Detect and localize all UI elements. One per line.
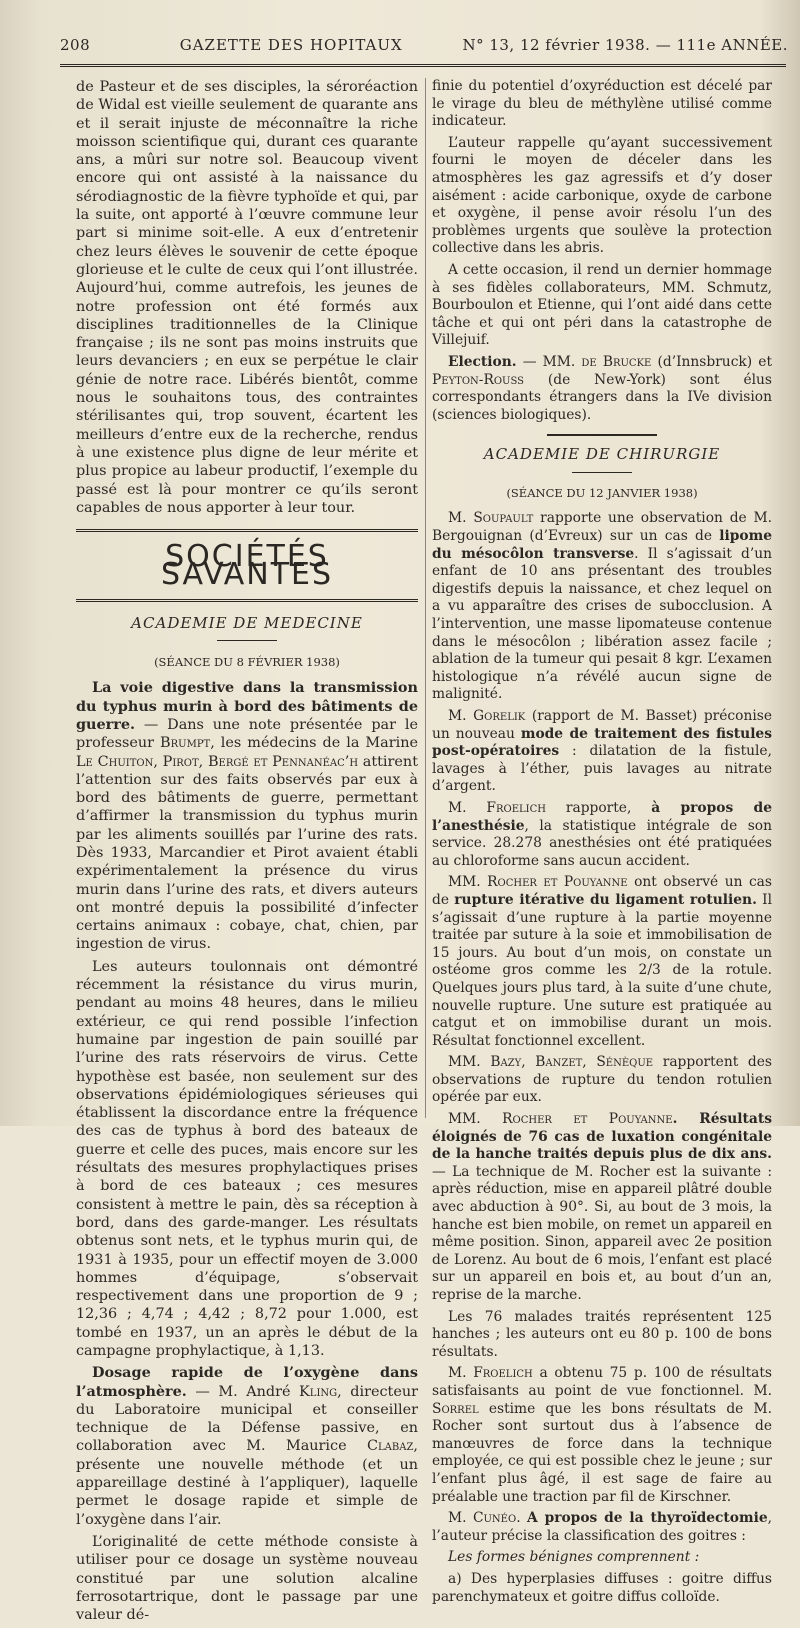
text-run: (d’Innsbruck) et <box>651 353 772 370</box>
text-run: — MM. <box>516 353 582 370</box>
author-name: de Brucke <box>581 353 652 370</box>
header-rule <box>60 64 786 67</box>
article-paragraph: L’auteur rappelle qu’ayant successivement fourni le moyen de déceler dans les atmosphères les gaz agressifs et d’y doser aisément : acide carbonique, oxyde de carbone et oxygène, il pense avoir résolu l’un des problèmes urgents que soulève la protection collective dans les abris. <box>432 134 772 257</box>
text-run: Il s’agissait d’une rupture à la partie moyenne traitée par suture à la soie et immobilisation de 15 jours. Au bout d’un mois, on constate un ostéome gros comme les 2/3 de la rotule. Quelques jours plus tard, à la suite d’une chute, nouvelle rupture. Une suture est pratiquée au catgut et on immobilise durant un mois. Résultat fonctionnel excellent. <box>432 891 772 1049</box>
article-title: à propos de l’anesthésie <box>432 799 772 834</box>
article-title: Election. <box>448 353 517 370</box>
article-title: Dosage rapide de l’oxygène dans l’atmosphère. <box>76 1364 418 1400</box>
author-name: Cunéo <box>472 1510 517 1527</box>
text-run: , l’auteur précise la classification des goitres : <box>432 1510 772 1544</box>
text-run: MM. <box>448 1054 491 1071</box>
text-run: M. <box>448 1510 473 1527</box>
text-run: , les médecins de la Marine <box>210 735 419 752</box>
author-name: Rocher et Pouyanne <box>487 874 628 891</box>
seance-date: (SÉANCE DU 8 FÉVRIER 1938) <box>154 655 340 670</box>
article-paragraph: A cette occasion, il rend un dernier hommage à ses fidèles collaborateurs, MM. Schmutz, Bourboulon et Etienne, qui l’ont aidé dans cette tâche et qui ont péri dans la catastrophe de Villejuif. <box>432 261 772 349</box>
article-lipome <box>432 510 772 704</box>
article-fistules <box>432 708 772 796</box>
article-title: . Résultats éloignés de 76 cas de luxation congénitale de la hanche traités depuis plus de dix ans. <box>432 1111 772 1163</box>
article-paragraph: a) Des hyperplasies diffuses : goitre diffus parenchymateux et goitre diffus colloïde. <box>432 1570 772 1605</box>
article-title: rupture itérative du ligament rotulien. <box>454 891 757 908</box>
text-run: M. <box>448 799 487 816</box>
article-rupture <box>432 874 772 1050</box>
text-run: estime que les bons résultats de M. Rocher sont surtout dus à l’absence de manœuvres de force dans la technique employée, ce qui est possible chez le jeune ; sur l’enfant plus âgé, il est sage de faire au préalable une traction par fil de Kirschner. <box>432 1400 772 1505</box>
author-name: Kling <box>299 1383 338 1400</box>
article-title: mode de traitement des fistules post-opératoires <box>432 725 772 760</box>
article-oxygen <box>76 1364 418 1529</box>
article-paragraph: L’originalité de cette méthode consiste à utiliser pour ce dosage un système nouveau constitué par une solution alcaline ferrosotartrique, dont le passage par une valeur dé- <box>76 1533 418 1624</box>
section-rule-bottom <box>76 599 418 602</box>
text-run: M. <box>448 510 474 527</box>
text-run: a obtenu 75 p. 100 de résultats satisfaisants au point de vue fonctionnel. M. <box>432 1365 773 1399</box>
article-froelich <box>432 1365 772 1506</box>
article-paragraph: finie du potentiel d’oxyréduction est décelé par le virage du bleu de méthylène utilisé comme indicateur. <box>432 78 772 130</box>
article-tendon <box>432 1054 772 1107</box>
section-rule <box>76 529 418 532</box>
author-name: Gorelik <box>473 708 526 724</box>
right-column <box>432 78 772 1610</box>
issue-info: N° 13, 12 février 1938. — 111e ANNÉE. <box>462 36 788 54</box>
text-run: rapporte, <box>545 799 652 816</box>
text-run: — La technique de M. Rocher est la suivante : après réduction, mise en appareil plâtré double avec abduction à 90°. Si, au bout de 3 mois, la hanche est bien mobile, on remet un appareil en même position. Sinon, appareil avec 2e position de Lorenz. Au bout de 6 mois, l’enfant est placé sur un appareil en bois et, au bout d’un an, reprise de la marche. <box>432 1163 772 1303</box>
text-run: MM. <box>448 1111 503 1128</box>
section-rule <box>547 434 657 436</box>
intro-paragraph: de Pasteur et de ses disciples, la séroréaction de Widal est vieille seulement de quarante ans et il serait injuste de méconnaître la riche moisson scientifique qui, durant ces quarante ans, a mûri sur notre sol. Beaucoup vivent encore qui ont assisté à la naissance du sérodiagnostic de la fièvre typhoïde et qui, par la suite, ont apporté à l’œuvre commune leur part si minime soit-elle. A eux d’entretenir chez leurs élèves le souvenir de cette époque glorieuse et le culte de ceux qui l’ont illustrée. Aujourd’hui, comme autrefois, les jeunes de notre profession ont été formés aux disciplines traditionnelles de la Clinique française ; ils ne sont pas moins instruits que leurs devanciers ; en eux se perpétue le clair génie de notre race. Libérés bientôt, comme nous le souhaitons tous, des contraintes stérilisantes qui, trop souvent, écartent les meilleurs d’entre eux de la recherche, rendus à une existence plus digne de leur mérite et plus propice au labeur productif, l’exemple du passé est là pour montrer ce qu’ils seront capables de nous apporter à leur tour. <box>76 79 418 516</box>
academy-heading: ACADEMIE DE MEDECINE <box>131 613 363 632</box>
article-title: A propos de la thyroïdectomie <box>527 1510 768 1527</box>
text-run: — Dans une note présentée par le professeur <box>76 716 418 752</box>
author-name: Rocher et Pouyanne <box>502 1111 673 1128</box>
author-name: Froelich <box>486 799 546 816</box>
text-run: . <box>516 1510 528 1527</box>
text-run: attirent l’attention sur des faits observés par eux à bord des bâtiments de guerre, permettant d’affirmer la transmission du typhus murin par les aliments souillés par l’urine des rats. Dès 1933, Marcandier et Pirot avaient établi expérimentalement la présence du virus murin dans l’urine des rats, et divers auteurs ont montré depuis la possibilité d’infecter certains animaux : cobaye, chat, chien, par ingestion de virus. <box>76 753 418 953</box>
text-run: : dilatation de la fistule, lavages à l’éther, puis lavages au nitrate d’argent. <box>432 743 772 795</box>
text-run: ont observé un cas de <box>432 874 772 908</box>
author-name: Sorrel <box>432 1400 479 1417</box>
article-anesthesie <box>432 800 772 870</box>
text-run: , directeur du Laboratoire municipal et conseiller technique de la Défense passive, en collaboration avec M. Maurice <box>76 1383 418 1455</box>
text-run: rapporte une observation de M. Bergouignan (d’Evreux) sur un cas de <box>432 510 772 545</box>
article-paragraph: Les auteurs toulonnais ont démontré récemment la résistance du virus murin, pendant au moins 48 heures, dans le milieu extérieur, ce qui rend possible l’infection humaine par ingestion de pain souillé par l’urine des rats réservoirs de virus. Cette hypothèse est basée, non seulement sur des observations épidémiologiques sérieuses qui établissent la discordance entre la fréquence des cas de typhus à bord des bateaux de guerre et celle des puces, mais encore sur les résultats des mesures prophylactiques prises à bord de ces bateaux ; ces mesures consistent à mettre le pain, dès sa réception à bord, dans des garde-manger. Les résultats obtenus sont nets, et le typhus murin qui, de 1931 à 1935, pour un effectif moyen de 3.000 hommes d’équipage, s’observait respectivement dans une proportion de 9 ; 12,36 ; 4,74 ; 4,42 ; 8,72 pour 1.000, est tombé en 1937, un an après le début de la campagne prophylactique, à 1,13. <box>76 958 418 1359</box>
article-typhus <box>76 679 418 953</box>
academy-heading: ACADEMIE DE CHIRURGIE <box>483 445 721 464</box>
text-run: (rapport de M. Basset) préconise un nouveau <box>432 708 772 742</box>
author-name: Clabaz <box>367 1438 414 1455</box>
seance-date: (SÉANCE DU 12 JANVIER 1938) <box>506 485 698 500</box>
author-name: Peyton-Rouss <box>432 371 525 388</box>
text-run: . Il s’agissait d’un enfant de 10 ans présentant des troubles digestifs depuis la naissance, et chez lequel on a vu apparaître des crises de subocclusion. A l’intervention, une masse lipomateuse contenue dans le mésocôlon ; libération assez facile ; ablation de la tumeur qui pesait 8 kgr. L’examen histologique n’a révélé aucun signe de malignité. <box>432 545 772 703</box>
section-title: SOCIÉTÉS SAVANTES <box>160 539 334 593</box>
author-name: Froelich <box>473 1365 533 1382</box>
article-title: lipome du mésocôlon transverse <box>432 528 772 562</box>
text-run: , présente une nouvelle méthode (et un appareillage destiné à l’appliquer), laquelle permet le dosage rapide et simple de l’oxygène dans l’air. <box>76 1438 418 1528</box>
author-name: Soupault <box>473 510 534 527</box>
article-title: La voie digestive dans la transmission du typhus murin à bord des bâtiments de guerre. <box>76 679 418 733</box>
academy-rule <box>217 640 277 641</box>
text-run: M. <box>448 1365 474 1382</box>
text-run: rapportent des observations de rupture du tendon rotulien opérée par eux. <box>432 1054 773 1106</box>
text-run: M. <box>448 708 474 724</box>
author-name: Brumpt <box>160 735 211 752</box>
author-name: Le Chuiton, Pirot, Bergé et Pennanéac’h <box>76 753 359 770</box>
text-run: , la statistique intégrale de son service. 28.278 anesthésies ont été pratiquées au chloroforme sans aucun accident. <box>432 817 772 869</box>
text-run: (de New-York) sont élus correspondants étrangers dans la IVe division (sciences biologiques). <box>432 371 772 423</box>
academy-rule <box>572 472 632 473</box>
journal-title: GAZETTE DES HOPITAUX <box>179 36 403 54</box>
column-divider <box>425 78 426 1118</box>
article-paragraph: Les 76 malades traités représentent 125 hanches ; les auteurs ont eu 80 p. 100 de bons résultats. <box>432 1308 772 1360</box>
text-run: MM. <box>448 874 488 891</box>
left-column <box>76 78 418 1628</box>
author-name: Bazy, Banzet, Sénèque <box>490 1054 654 1071</box>
page-number: 208 <box>60 36 91 54</box>
article-paragraph: Les formes bénignes comprennent : <box>448 1549 700 1566</box>
article-election <box>432 354 772 424</box>
article-thyroide <box>432 1510 772 1545</box>
article-luxation <box>432 1111 772 1305</box>
text-run: — M. André <box>186 1383 300 1400</box>
page-header <box>60 36 788 60</box>
